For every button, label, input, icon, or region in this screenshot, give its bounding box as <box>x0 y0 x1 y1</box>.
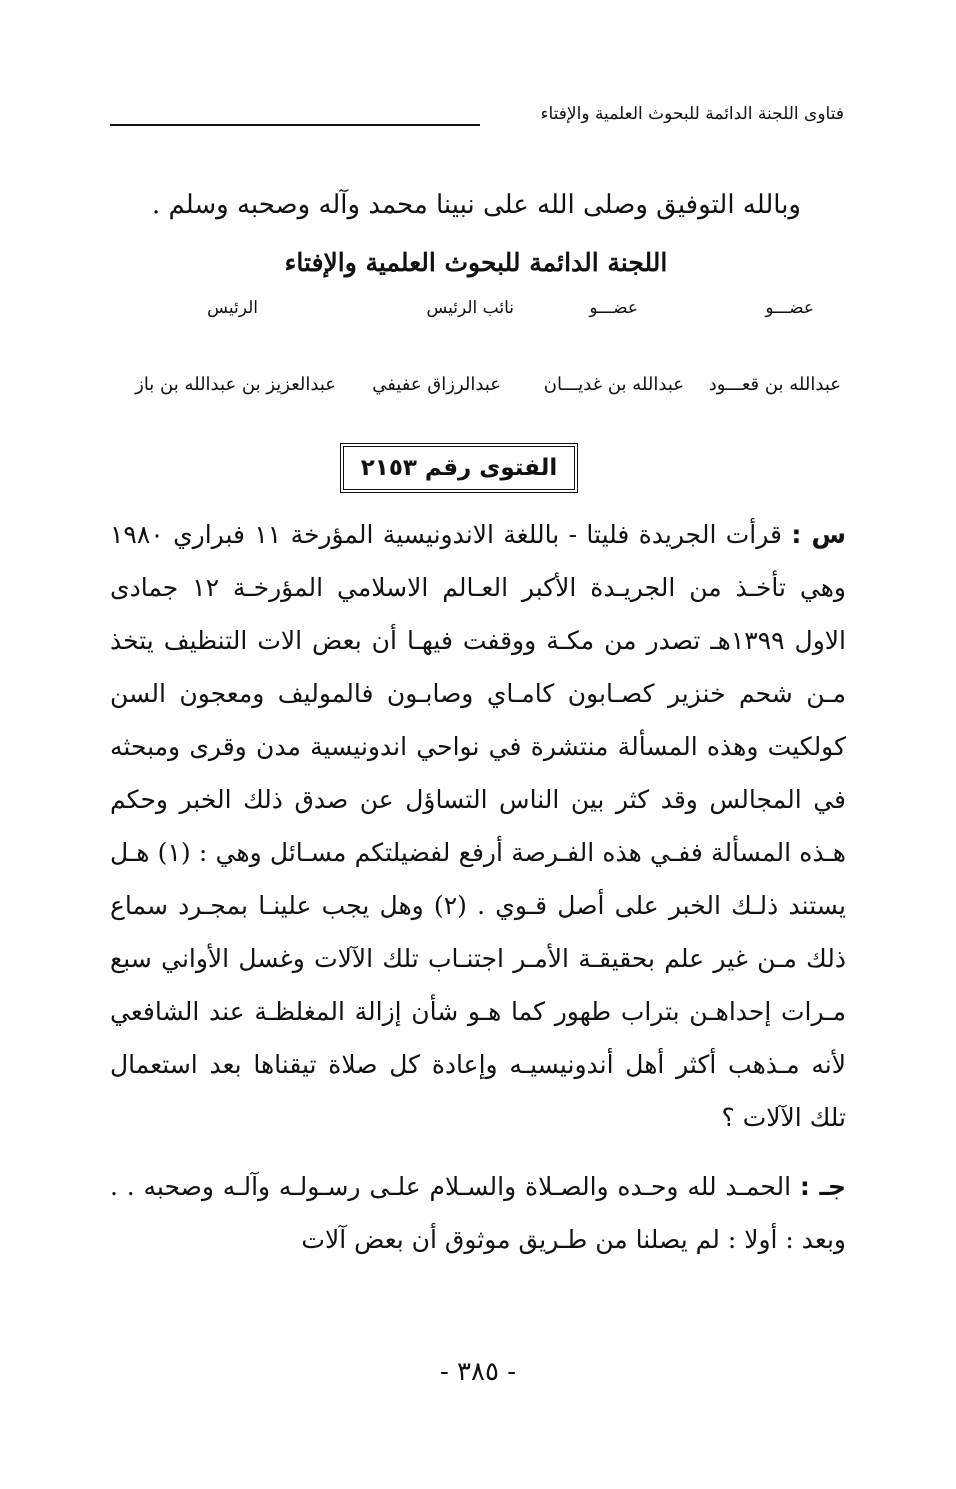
signatory-name-3: عبدالرزاق عفيفي <box>372 374 501 395</box>
header-rule <box>110 124 480 126</box>
committee-title: اللجنة الدائمة للبحوث العلمية والإفتاء <box>284 248 668 277</box>
signatory-name-4: عبدالعزيز بن عبدالله بن باز <box>135 374 336 395</box>
answer-text: الحمـد لله وحـده والصـلاة والسـلام علـى رسـولـه وآلـه وصحبه . . وبعد : أولا : لم يصلنا من طـريق موثوق أن بعض آلات <box>110 1172 846 1254</box>
fatwa-title-box <box>340 443 578 493</box>
answer-prefix: جـ : <box>799 1172 847 1201</box>
fatwa-title: الفتوى رقم ٢١٥٣ <box>360 455 558 481</box>
signatory-role-1: عضـــو <box>765 298 814 318</box>
signatory-role-4: الرئيس <box>207 298 258 318</box>
running-header: فتاوى اللجنة الدائمة للبحوث العلمية والإفتاء <box>540 104 844 124</box>
signatory-role-2: عضـــو <box>589 298 638 318</box>
closing-line: وبالله التوفيق وصلى الله على نبينا محمد وآله وصحبه وسلم . <box>151 190 801 220</box>
page-number: - ٣٨٥ - <box>439 1357 517 1387</box>
answer-paragraph <box>110 1160 846 1266</box>
question-prefix: س : <box>791 520 846 549</box>
signatory-role-3: نائب الرئيس <box>426 298 514 318</box>
signatory-name-2: عبدالله بن غديـــان <box>543 374 684 395</box>
question-paragraph <box>110 508 846 1144</box>
signatory-name-1: عبدالله بن قعـــود <box>708 374 841 395</box>
question-text: قرأت الجريدة فليتا - باللغة الاندونيسية المؤرخة ١١ فبراري ١٩٨٠ وهي تأخـذ من الجريـدة الأكبر العـالم الاسلامي المؤرخـة ١٢ جمادى الاول ١٣٩٩هـ تصدر من مكـة ووقفت فيهـا أن بعض الات التنظيف يتخذ مـن شحم خنزير كصـابون كامـاي وصابـون فالموليف ومعجون السن كولكيت وهذه المسألة منتشرة في نواحي اندونيسية مدن وقرى ومبحثه في المجالس وقد كثر بين الناس التساؤل عن صدق ذلك الخبر وحكم هـذه المسألة ففـي هذه الفـرصة أرفع لفضيلتكم مسـائل وهي : (١) هـل يستند ذلـك الخبر على أصل قـوي . (٢) وهل يجب علينـا بمجـرد سماع ذلك مـن غير علم بحقيقـة الأمـر اجتنـاب تلك الآلات وغسل الأواني سبع مـرات إحداهـن بتراب طهور كما هـو شأن إزالة المغلظـة عند الشافعي لأنه مـذهب أكثر أهل أندونيسيـه وإعادة كل صلاة تيقناها بعد استعمال تلك الآلات ؟ <box>110 520 847 1132</box>
